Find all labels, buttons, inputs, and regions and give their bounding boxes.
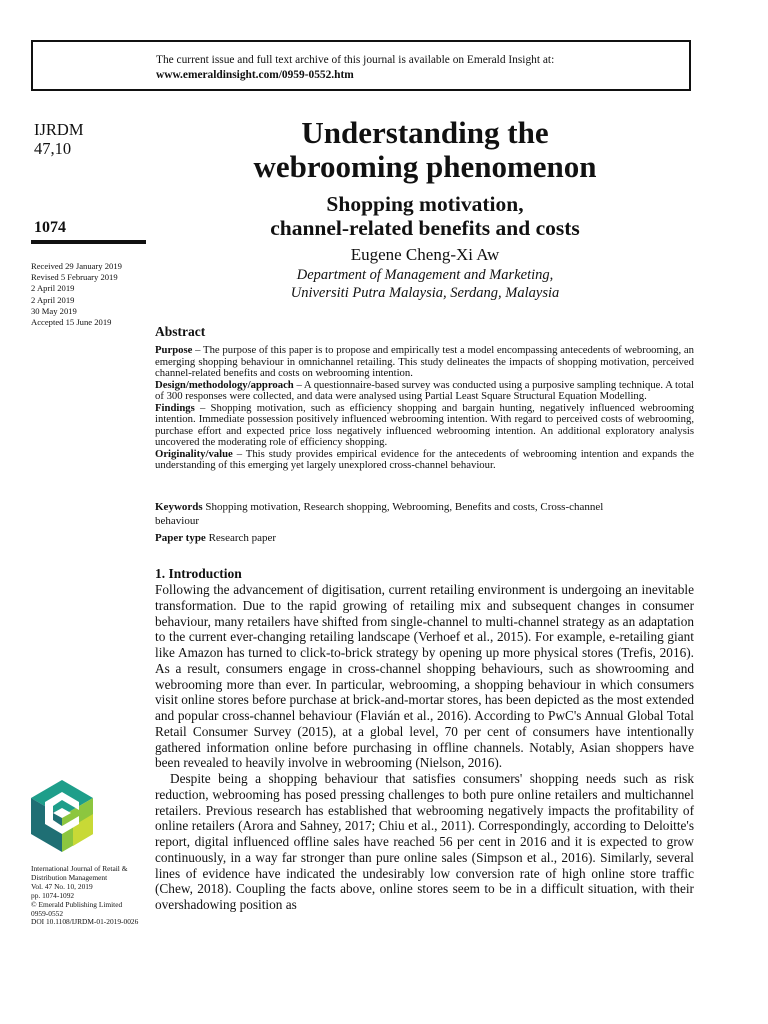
keywords (155, 500, 615, 528)
subtitle-line-2: channel-related benefits and costs (270, 216, 580, 240)
abstract-body (155, 345, 694, 472)
page-number: 1074 (34, 219, 66, 236)
date-received: Received 29 January 2019 (31, 261, 122, 271)
purpose-label: Purpose (155, 344, 193, 356)
abstract-originality (155, 449, 694, 472)
title-line-1: Understanding the (301, 115, 549, 150)
design-label: Design/methodology/approach (155, 378, 294, 391)
journal-info-doi: DOI 10.1108/IJRDM-01-2019-0026 (31, 917, 139, 927)
originality-label: Originality/value (155, 447, 233, 460)
journal-info-volume: Vol. 47 No. 10, 2019 (31, 881, 93, 891)
abstract-purpose (155, 345, 694, 380)
paper-title (155, 116, 695, 184)
intro-paragraph-2: Despite being a shopping behaviour that satisfies consumers' shopping needs such as risk reduction, webrooming has posed pressing challenges to both pure online retailers and multichannel retailers. Previous research has established that webrooming negatively impacts the profitability of online retailers (Arora and Sahney, 2017; Chiu et al., 2011). Correspondingly, according to Deloitte's report, digital influenced offline sales have reached 56 per cent in 2016 and it is expected to grow continuously, in a way far stronger than pure online sales (Simpson et al., 2016). Similarly, several lines of evidence have indicated the undesirably low conversion rate of high online store traffic (Chew, 2018). Coupling the facts above, online stores seem to be in a difficult situation, with their overshadowing position as (155, 771, 694, 912)
journal-info-name-2: Distribution Management (31, 872, 108, 882)
emerald-logo-icon (31, 780, 93, 852)
paper-type-text: Research paper (205, 532, 277, 544)
subtitle-line-1: Shopping motivation, (326, 192, 524, 216)
findings-text: – Shopping motivation, such as efficiency shopping and bargain hunting, negatively influenced webrooming intention. Immediate possession positively influenced webrooming intention. With regard to perceived costs of webrooming, purchase effort and expected price loss negatively influenced webrooming intention. An additional exploratory analysis uncovered the moderating role of efficiency shopping. (155, 401, 694, 448)
keywords-text: Shopping motivation, Research shopping, Webrooming, Benefits and costs, Cross-channel behaviour (155, 501, 604, 527)
date-revised-3: 2 April 2019 (31, 294, 75, 305)
paper-subtitle (155, 192, 695, 240)
journal-info-copyright: © Emerald Publishing Limited (31, 899, 123, 909)
introduction-heading: 1. Introduction (155, 566, 242, 581)
author-name: Eugene Cheng-Xi Aw (350, 245, 500, 264)
abstract-findings (155, 403, 694, 449)
emerald-logo (31, 780, 93, 852)
date-revised-2: 2 April 2019 (31, 283, 75, 294)
paper-type (155, 531, 276, 545)
originality-text: – This study provides empirical evidence for the antecedents of webrooming intention and expands the understanding of this emerging yet largely unexplored cross-channel behaviour. (155, 447, 694, 471)
journal-info-name-1: International Journal of Retail & (31, 864, 128, 873)
keywords-label: Keywords (155, 501, 203, 513)
author-affiliation (155, 266, 695, 302)
archive-notice: The current issue and full text archive of this journal is available on Emerald Insight at: (156, 54, 555, 66)
affiliation-line-1: Department of Management and Marketing, (296, 267, 554, 283)
findings-label: Findings (155, 401, 195, 414)
abstract-heading: Abstract (155, 324, 206, 339)
submission-dates (31, 261, 122, 328)
title-line-2: webrooming phenomenon (253, 149, 597, 184)
journal-header-box (31, 40, 691, 91)
introduction-body (155, 582, 694, 913)
affiliation-line-2: Universiti Putra Malaysia, Serdang, Malaysia (290, 285, 560, 301)
journal-abbreviation (34, 120, 84, 158)
page-number-rule (31, 240, 146, 244)
design-text: – A questionnaire-based survey was conducted using a purposive sampling technique. A total of 300 responses were collected, and data were analysed using Partial Least Square Structural Equation Modelling. (155, 378, 694, 402)
paper-type-label: Paper type (155, 532, 206, 544)
journal-info-issn: 0959-0552 (31, 908, 64, 918)
date-accepted: Accepted 15 June 2019 (31, 317, 112, 328)
date-revised-4: 30 May 2019 (31, 305, 77, 316)
intro-paragraph-1: Following the advancement of digitisation, current retailing environment is undergoing an inevitable transformation. Due to the rapid growing of retailing mix and subsequent changes in consumer behaviour, many retailers have shifted from single-channel to multi-channel strategy as an adaptation to the current ever-changing retailing landscape (Verhoef et al., 2015). For example, e-retailing giant like Amazon has turned to click-to-brick strategy by opening up more physical stores (Trefis, 2016). As a result, consumers engage in cross-channel shopping behaviours, such as showrooming and webrooming more than ever. In particular, webrooming, a shopping behaviour in which consumers visit online stores before purchase at brick-and-mortar stores, has been depicted as the most extended and popular cross-channel behaviour (Flavián et al., 2016). According to PwC's Annual Global Total Retail Consumer Survey (2015), at a global level, 70 per cent of consumers have intentionally gathered information online before purchasing in offline channels. Notably, Asian shoppers have been revealed to heavily involve in webrooming (Nielson, 2016). (155, 582, 694, 771)
journal-abbrev-text: IJRDM (34, 120, 84, 139)
journal-url-link[interactable]: www.emeraldinsight.com/0959-0552.htm (156, 69, 354, 81)
journal-info-pages: pp. 1074-1092 (31, 890, 75, 900)
journal-volume-issue: 47,10 (34, 139, 72, 158)
date-revised: Revised 5 February 2019 (31, 272, 118, 283)
abstract-design (155, 380, 694, 403)
journal-citation-info (31, 865, 138, 927)
purpose-text: – The purpose of this paper is to propose and empirically test a model encompassing antecedents of webrooming, an emerging shopping behaviour in omnichannel retailing. This study delineates the impacts of shopping motivation, perceived channel-related benefits and costs on webrooming intention. (155, 344, 694, 379)
